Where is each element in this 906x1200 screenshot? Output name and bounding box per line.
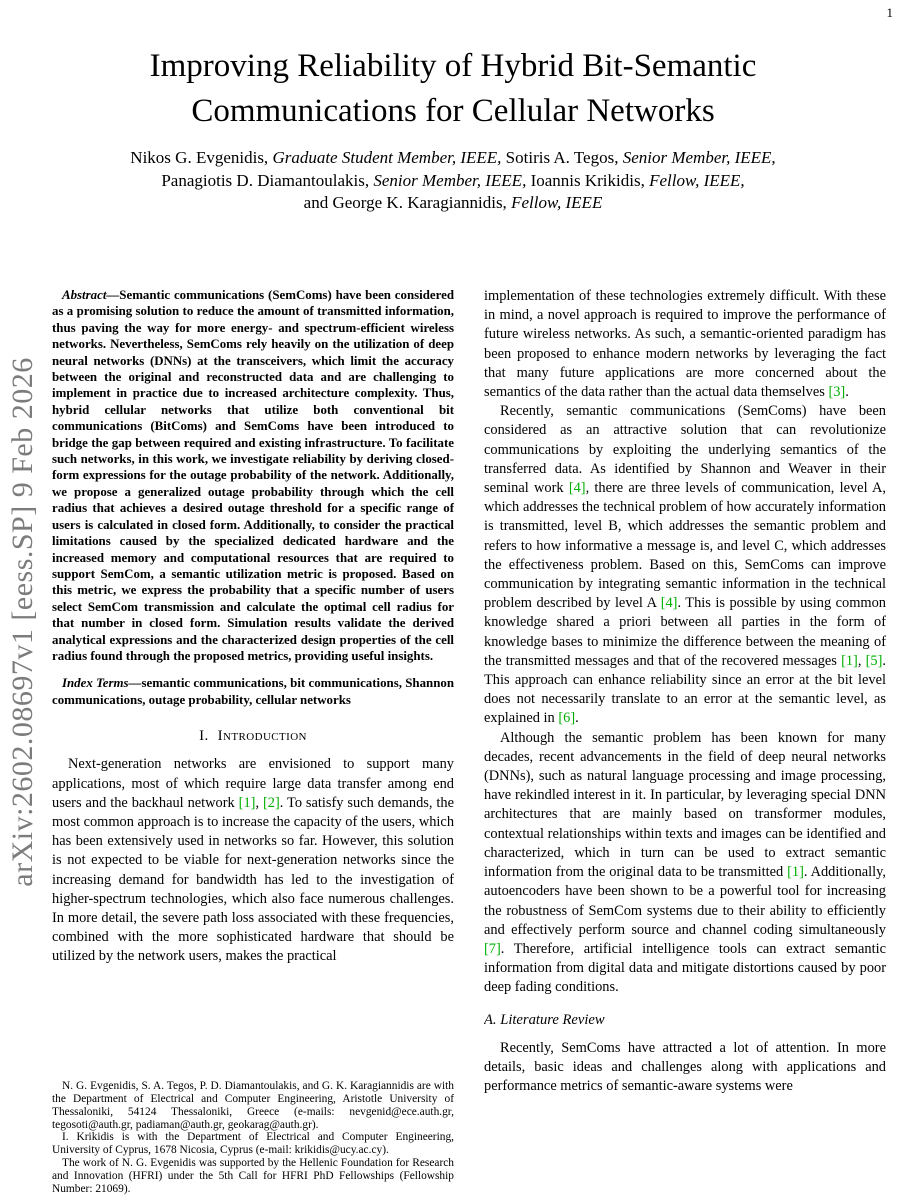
author-list <box>0 147 906 215</box>
text-segment: Panagiotis D. Diamantoulakis, <box>161 170 374 190</box>
citation-link[interactable]: [4] <box>568 480 586 497</box>
left-column <box>52 287 454 1196</box>
body-paragraph-semcom-intro: Recently, semantic communications (SemComs) have been considered as an attractive solution that can revolutionize communications by exploiting the underlying semantics of the transferred data. As identified by Shannon and Weaver in their seminal work [4], there are three levels of communication, level A, which addresses the technical problem of how accurately information is transmitted, level B, which addresses the semantic problem and refers to how informative a message is, and level C, which addresses the effectiveness problem. Based on this, SemComs can improve communication by integrating semantic information in the technical problem described by level A [4]. This is possible by using common knowledge shared a priori between all parties in the form of knowledge bases to minimize the difference between the meaning of the transmitted messages and that of the recovered messages [1], [5]. This approach can enhance reliability since an error at the bit level does not necessarily translate to an error at the semantic level, as explained in [6]. <box>484 403 886 727</box>
arxiv-stamp[interactable]: arXiv:2602.08697v1 [eess.SP] 9 Feb 2026 <box>6 357 39 887</box>
citation-link[interactable]: [6] <box>558 710 576 727</box>
body-paragraph-literature: Recently, SemComs have attracted a lot of attention. In more details, basic ideas and challenges along with applications and performance metrics of semantic-aware systems were <box>484 1039 886 1095</box>
page-number: 1 <box>886 5 893 20</box>
section-title: Introduction <box>217 728 307 745</box>
text-segment: Sotiris A. Tegos, <box>501 148 623 167</box>
footnote-affiliation-cyprus: I. Krikidis is with the Department of Electrical and Computer Engineering, University of Cyprus, 1678 Nicosia, Cyprus (e-mail: krikidis@ucy.ac.cy). <box>52 1131 454 1157</box>
citation-link[interactable]: [3] <box>828 384 846 401</box>
citation-link[interactable]: [1] <box>841 652 858 669</box>
paper-title <box>0 44 906 134</box>
footnote-affiliation-thessaloniki: N. G. Evgenidis, S. A. Tegos, P. D. Diamantoulakis, and G. K. Karagiannidis are with the Department of Electrical and Computer Engineering, Aristotle University of Thessaloniki, 54124 Thessaloniki, Greece (e-mails: nevgenid@ece.auth.gr, tegosoti@auth.gr, padiaman@auth.gr, geokarag@auth.gr). <box>52 1079 454 1131</box>
index-terms-text: semantic communications, bit communications, Shannon communications, outage probability, cellular networks <box>52 676 454 707</box>
authors-line-1 <box>0 147 906 170</box>
text-segment: Senior Member, IEEE, <box>373 170 527 190</box>
abstract-label: Abstract— <box>62 288 120 302</box>
introduction-paragraph-1: Next-generation networks are envisioned to support many applications, most of which require large data transfer among end users and the backhaul network [1], [2]. To satisfy such demands, the most common approach is to increase the capacity of the users, which has been extensively used in networks so far. However, this solution is not expected to be viable for next-generation networks since the increasing demand for bandwidth has led to the investigation of higher-spectrum technologies, which also face numerous challenges. In more detail, the severe path loss associated with these frequencies, combined with the more sophisticated hardware that should be utilized by the network users, makes the practical <box>52 756 454 965</box>
index-terms-label: Index Terms— <box>62 676 142 691</box>
citation-link[interactable]: [7] <box>484 940 501 957</box>
text-segment: Fellow, IEEE <box>511 193 603 212</box>
footnotes <box>52 1074 454 1196</box>
right-column <box>484 287 886 1196</box>
citation-link[interactable]: [5] <box>865 652 883 669</box>
body-paragraph-continuation: implementation of these technologies extremely difficult. With these in mind, a novel approach is required to improve the performance of future wireless networks. As such, a semantic-oriented paradigm has been proposed to enhance modern networks by leveraging the fact that many future applications are more concerned about the semantics of the data rather than the actual data themselves [3]. <box>484 288 886 401</box>
abstract <box>52 287 454 664</box>
text-segment: and George K. Karagiannidis, <box>303 193 512 212</box>
text-segment: Ioannis Krikidis, <box>526 170 650 190</box>
authors-line-3 <box>0 192 906 215</box>
subsection-heading-literature-review: A. Literature Review <box>484 1011 605 1028</box>
section-number: I. <box>199 728 209 745</box>
authors-line-2 <box>0 170 906 193</box>
footnote-funding: The work of N. G. Evgenidis was supported by the Hellenic Foundation for Research and Innovation (HFRI) under the 5th Call for HFRI PhD Fellowships (Fellowship Number: 21069). <box>52 1157 454 1196</box>
citation-link[interactable]: [1] <box>787 864 804 881</box>
two-column-body <box>52 287 886 1196</box>
text-segment: Fellow, IEEE, <box>649 170 745 190</box>
citation-link[interactable]: [4] <box>660 595 678 612</box>
paper-title-line-2: Communications for Cellular Networks <box>191 93 715 129</box>
citation-link[interactable]: [2] <box>262 794 280 811</box>
text-segment: Senior Member, IEEE, <box>622 148 776 167</box>
paper-header <box>0 0 906 215</box>
index-terms <box>52 675 454 708</box>
text-segment: Nikos G. Evgenidis, <box>130 148 273 167</box>
section-heading-introduction <box>52 727 454 746</box>
abstract-text: Semantic communications (SemComs) have been considered as a promising solution to reduce the amount of transmitted information, thus paving the way for more energy- and spectrum-efficient wireless networks. Nevertheless, SemComs rely heavily on the utilization of deep neural networks (DNNs) at the transceivers, which limit the accuracy between the original and reconstructed data and are challenging to implement in practice due to increased architecture complexity. Thus, hybrid cellular networks that utilize both conventional bit communications (BitComs) and SemComs have been introduced to bridge the gap between required and existing infrastructure. To facilitate such networks, in this work, we investigate reliability by deriving closed-form expressions for the outage probability of the network. Additionally, we propose a generalized outage probability through which the cell radius that achieves a desired outage threshold for a specific range of users is calculated in closed form. Additionally, to consider the practical limitations caused by the specialized dedicated hardware and the increased memory and computational resources that are required to support SemCom, a semantic utilization metric is proposed. Based on this metric, we express the probability that a specific number of users select SemCom transmission and calculate the optimal cell radius for that number in closed form. Simulation results validate the derived analytical expressions and the characterized design properties of the cell radius found through the proposed metrics, providing useful insights. <box>52 288 454 663</box>
text-segment: Graduate Student Member, IEEE, <box>272 148 502 167</box>
citation-link[interactable]: [1] <box>238 794 256 811</box>
body-paragraph-dnn: Although the semantic problem has been known for many decades, recent advancements in the field of deep neural networks (DNNs), such as natural language processing and image processing, have rekindled interest in it. In particular, by leveraging special DNN architectures that are mainly based on transformer modules, contextual relationships within texts and images can be identified and characterized, which in turn can be used to extract semantic information from the original data to be transmitted [1]. Additionally, autoencoders have been shown to be a powerful tool for increasing the robustness of SemCom systems due to their ability to efficiently and effectively perform source and channel coding simultaneously [7]. Therefore, artificial intelligence tools can extract semantic information from digital data and mitigate distortions caused by poor deep fading conditions. <box>484 729 886 996</box>
paper-title-line-1: Improving Reliability of Hybrid Bit-Semantic <box>149 48 757 84</box>
